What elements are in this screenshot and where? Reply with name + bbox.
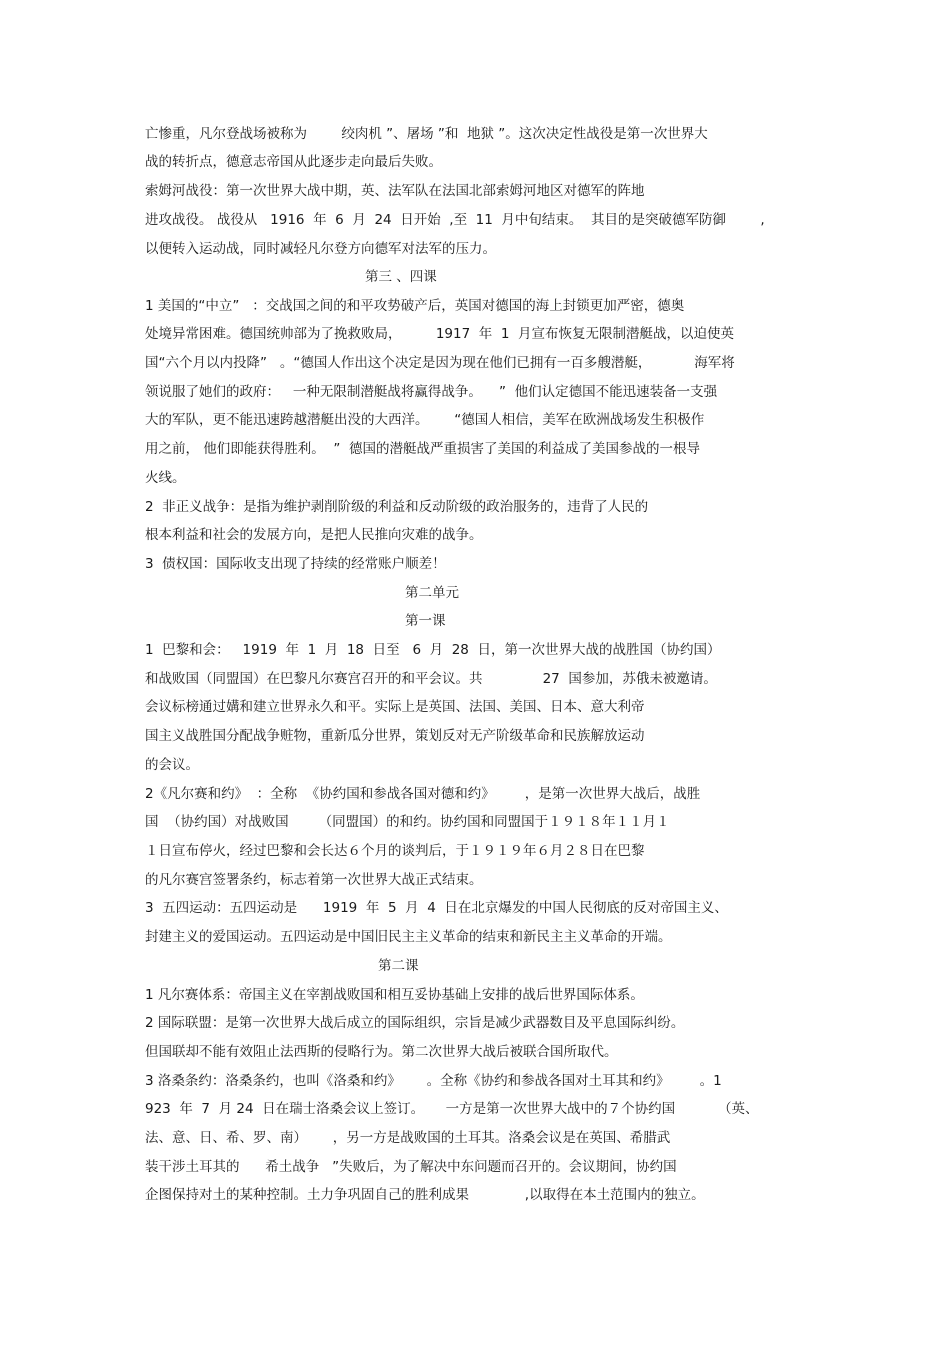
text-line: 企图保持对土的某种控制。土力争巩固自己的胜利成果 ,以取得在本土范围内的独立。 — [145, 1187, 705, 1203]
text-line: 大的军队，更不能迅速跨越潜艇出没的大西洋。 “德国人相信，美军在欧洲战场发生积极作 — [145, 412, 705, 428]
text-line: 1 美国的“中立” ：交战国之间的和平攻势破产后，英国对德国的海上封锁更加严密，德奥 — [145, 298, 685, 314]
text-line: 的凡尔赛宫签署条约，标志着第一次世界大战正式结束。 — [145, 872, 483, 888]
text-line: 和战败国（同盟国）在巴黎凡尔赛宫召开的和平会议。共 27 国参加，苏俄未被邀请。 — [145, 671, 717, 687]
text-line: 战的转折点，德意志帝国从此逐步走向最后失败。 — [145, 154, 442, 170]
text-line: 的会议。 — [145, 757, 199, 773]
text-line: 2 非正义战争：是指为维护剥削阶级的利益和反动阶级的政治服务的，违背了人民的 — [145, 499, 649, 515]
text-line: 1 凡尔赛体系：帝国主义在宰割战败国和相互妥协基础上安排的战后世界国际体系。 — [145, 987, 644, 1003]
text-line: 索姆河战役：第一次世界大战中期，英、法军队在法国北部索姆河地区对德军的阵地 — [145, 183, 645, 199]
text-line: 923 年 7 月 24 日在瑞士洛桑会议上签订。 一方是第一次世界大战中的７个协约国 （英、 — [145, 1101, 759, 1117]
text-line: 领说服了她们的政府： 一种无限制潜艇战将赢得战争。 ” 他们认定德国不能迅速装备一支强 — [145, 384, 718, 400]
text-line: １日宣布停火，经过巴黎和会长达６个月的谈判后，于１９１９年６月２８日在巴黎 — [145, 843, 645, 859]
text-line: 3 债权国：国际收支出现了持续的经常账户顺差！ — [145, 556, 446, 572]
text-line: 会议标榜通过媾和建立世界永久和平。实际上是英国、法国、美国、日本、意大利帝 — [145, 699, 645, 715]
text-line: 2 国际联盟：是第一次世界大战后成立的国际组织，宗旨是减少武器数目及平息国际纠纷。 — [145, 1015, 685, 1031]
text-line: 亡惨重，凡尔登战场被称为 绞肉机 ”、屠场 ”和 地狱 ”。这次决定性战役是第一次世界大 — [145, 126, 708, 142]
text-line: 根本利益和社会的发展方向，是把人民推向灾难的战争。 — [145, 527, 483, 543]
text-line: 以便转入运动战，同时减轻凡尔登方向德军对法军的压力。 — [145, 241, 496, 257]
text-line: 国“六个月以内投降” 。“德国人作出这个决定是因为现在他们已拥有一百多艘潜艇， 海军将 — [145, 355, 735, 371]
text-line: 装干涉土耳其的 希土战争 ”失败后，为了解决中东问题而召开的。会议期间，协约国 — [145, 1159, 677, 1175]
text-line: 进攻战役。 战役从 1916 年 6 月 24 日开始 ,至 11 月中旬结束。 其目的是突破德军防御 , — [145, 212, 765, 228]
text-line: 1 巴黎和会： 1919 年 1 月 18 日至 6 月 28 日，第一次世界大战的战胜国（协约国） — [145, 642, 721, 658]
section-heading: 第三 、四课 — [365, 269, 437, 285]
text-line: 火线。 — [145, 470, 186, 486]
text-line: 3 五四运动：五四运动是 1919 年 5 月 4 日在北京爆发的中国人民彻底的反对帝国主义、 — [145, 900, 728, 916]
section-heading: 第二课 — [378, 958, 419, 974]
text-line: 国主义战胜国分配战争赃物，重新瓜分世界，策划反对无产阶级革命和民族解放运动 — [145, 728, 645, 744]
text-line: 但国联却不能有效阻止法西斯的侵略行为。第二次世界大战后被联合国所取代。 — [145, 1044, 618, 1060]
text-line: 国 （协约国）对战败国 （同盟国）的和约。协约国和同盟国于１９１８年１１月１ — [145, 814, 670, 830]
text-line: 用之前， 他们即能获得胜利。 ” 德国的潜艇战严重损害了美国的利益成了美国参战的一根导 — [145, 441, 700, 457]
text-line: 3 洛桑条约：洛桑条约，也叫《洛桑和约》 。全称《协约和参战各国对土耳其和约》 。1 — [145, 1073, 722, 1089]
text-line: 处境异常困难。德国统帅部为了挽救败局， 1917 年 1 月宣布恢复无限制潜艇战，以迫使英 — [145, 326, 735, 342]
text-line: 封建主义的爱国运动。五四运动是中国旧民主主义革命的结束和新民主主义革命的开端。 — [145, 929, 672, 945]
text-line: 2《凡尔赛和约》 ：全称 《协约国和参战各国对德和约》 ，是第一次世界大战后，战胜 — [145, 786, 701, 802]
section-heading: 第二单元 — [405, 585, 459, 601]
section-heading: 第一课 — [405, 613, 446, 629]
text-line: 法、意、日、希、罗、南） ，另一方是战败国的土耳其。洛桑会议是在英国、希腊武 — [145, 1130, 671, 1146]
